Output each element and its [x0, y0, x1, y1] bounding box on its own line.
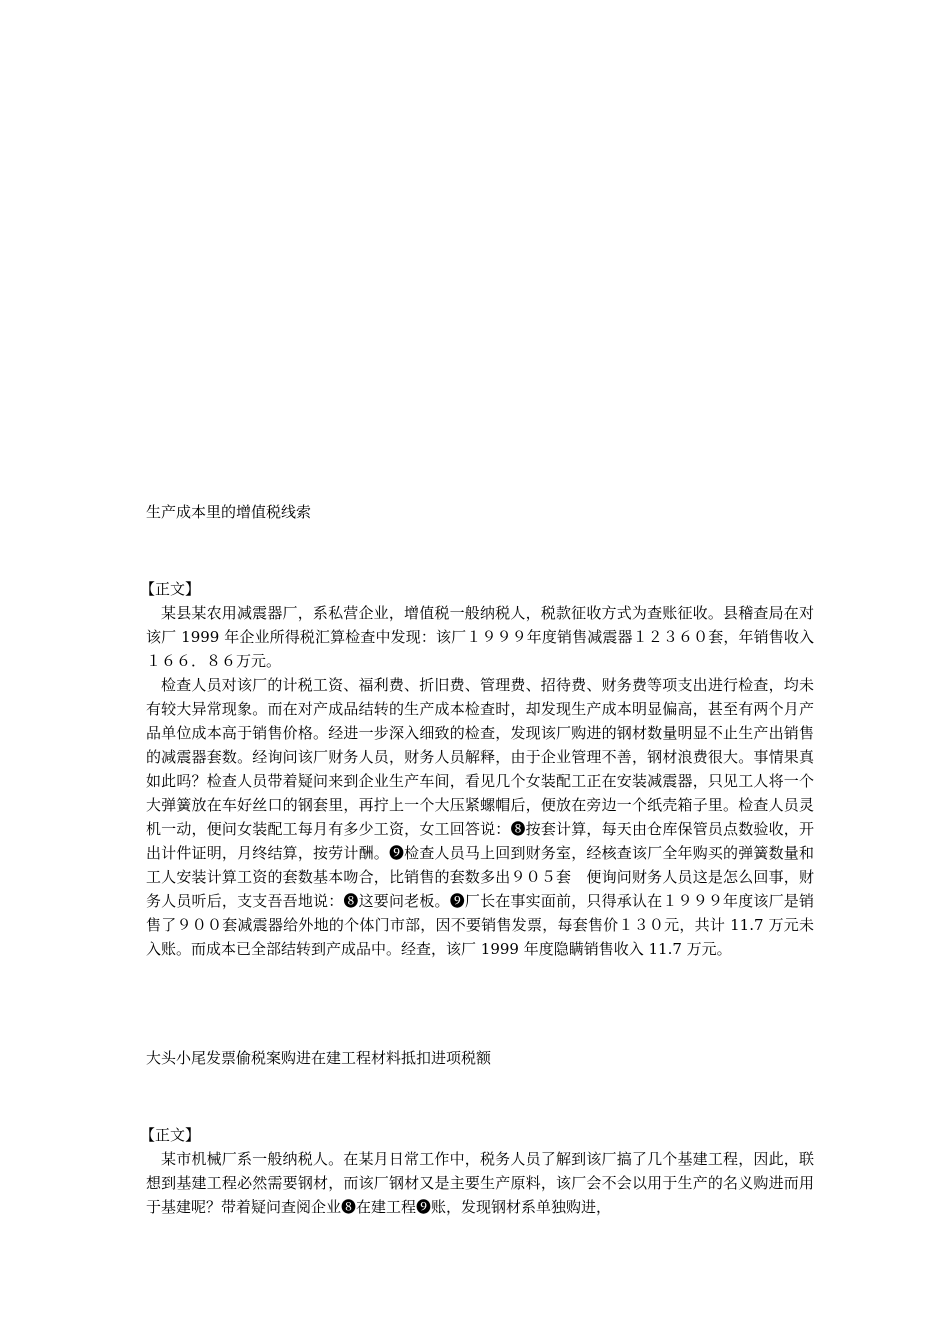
paragraph: 某市机械厂系一般纳税人。在某月日常工作中，税务人员了解到该厂搞了几个基建工程，因此，联想到基建工程必然需要钢材，而该厂钢材又是主要生产原料，该厂会不会以用于生产的名义购进而用于基建呢？带着疑问查阅企业❽在建工程❾账，发现钢材系单独购进，	[146, 1150, 814, 1216]
paragraph: 检查人员对该厂的计税工资、福利费、折旧费、管理费、招待费、财务费等项支出进行检查，均未有较大异常现象。而在对产成品结转的生产成本检查时，却发现生产成本明显偏高，甚至有两个月产品单位成本高于销售价格。经进一步深入细致的检查，发现该厂购进的钢材数量明显不止生产出销售的减震器套数。经询问该厂财务人员，财务人员解释，由于企业管理不善，钢材浪费很大。事情果真如此吗？检查人员带着疑问来到企业生产车间，看见几个女装配工正在安装减震器，只见工人将一个大弹簧放在车好丝口的钢套里，再拧上一个大压紧螺帽后，便放在旁边一个纸壳箱子里。检查人员灵机一动，便问女装配工每月有多少工资，女工回答说：❽按套计算，每天由仓库保管员点数验收，开出计件证明，月终结算，按劳计酬。❾检查人员马上回到财务室，经核查该厂全年购买的弹簧数量和工人安装计算工资的套数基本吻合，比销售的套数多出９０５套 便询问财务人员这是怎么回事，财务人员听后，支支吾吾地说：❽这要问老板。❾厂长在事实面前，只得承认在１９９９年度该厂是销售了９００套减震器给外地的个体门市部，因不要销售发票，每套售价１３０元，共计 11.7 万元未入账。而成本已全部结转到产成品中。经查，该厂 1999 年度隐瞒销售收入 11.7 万元。	[146, 676, 814, 958]
article-title: 大头小尾发票偷税案购进在建工程材料抵扣进项税额	[146, 1049, 492, 1067]
spacer	[146, 1071, 814, 1123]
document-page	[140, 0, 814, 1344]
section-label: 【正文】	[140, 580, 201, 598]
paragraph: 某县某农用减震器厂，系私营企业，增值税一般纳税人，税款征收方式为查账征收。县稽查局在对该厂 1999 年企业所得税汇算检查中发现：该厂１９９９年度销售减震器１２３６０套，年销售收入１６６．８６万元。	[146, 604, 814, 670]
article-2	[140, 1045, 814, 1219]
article-1	[140, 499, 814, 961]
article-title: 生产成本里的增值税线索	[146, 503, 312, 521]
spacer	[146, 525, 814, 577]
section-label: 【正文】	[140, 1126, 201, 1144]
